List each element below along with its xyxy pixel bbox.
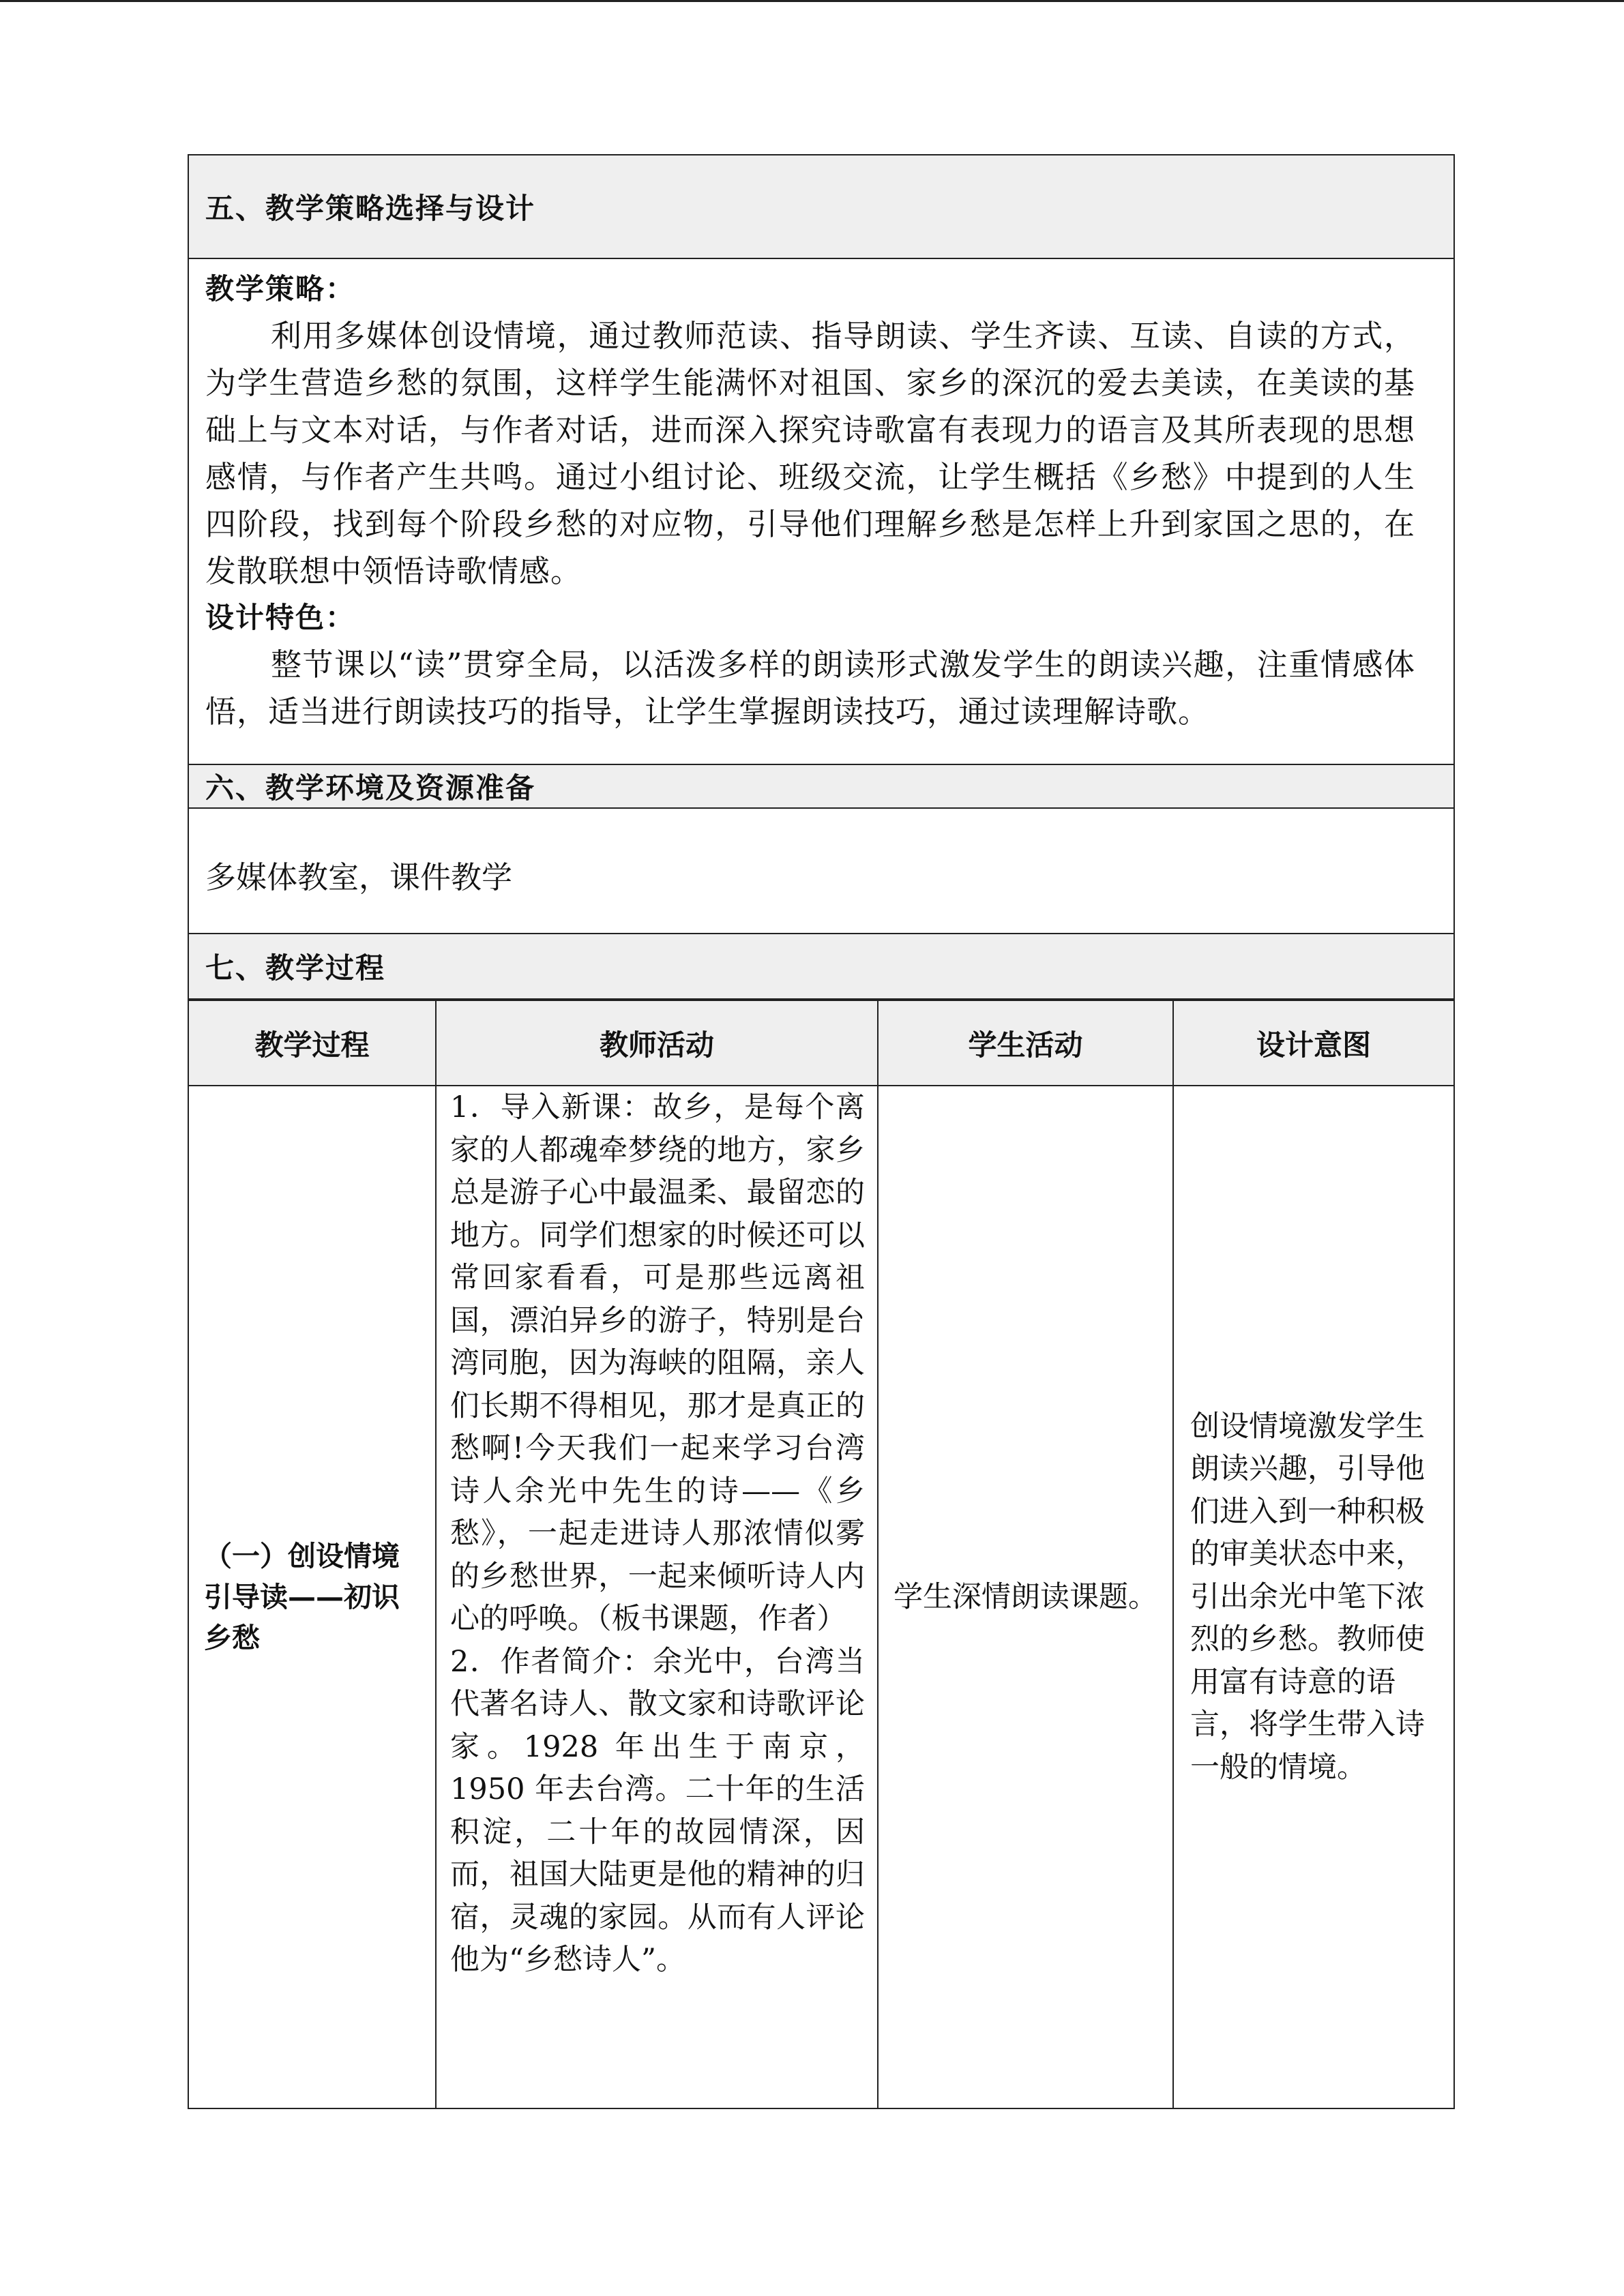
feature-text: 整节课以“读”贯穿全局，以活泼多样的朗读形式激发学生的朗读兴趣，注重情感体悟，适当进行朗读技巧的指导，让学生掌握朗读技巧，通过读理解诗歌。	[205, 646, 1415, 730]
table-row	[189, 1086, 1453, 2108]
column-header: 教学过程	[189, 1000, 436, 1086]
teacher-activity-intro: 1．导入新课：故乡，是每个离家的人都魂牵梦绕的地方，家乡总是游子心中最温柔、最留恋的地方。同学们想家的时候还可以常回家看看，可是那些远离祖国，漂泊异乡的游子，特别是台湾同胞，因为海峡的阻隔，亲人们长期不得相见，那才是真正的愁啊!今天我们一起来学习台湾诗人余光中先生的诗——《乡愁》，一起走进诗人那浓情似雾的乡愁世界，一起来倾听诗人内心的呼唤。（板书课题，作者）	[450, 1090, 865, 1636]
teacher-activity-cell	[436, 1086, 878, 2108]
teacher-activity-author: 2．作者简介：余光中，台湾当代著名诗人、散文家和诗歌评论家。1928 年出生于南京，1950 年去台湾。二十年的生活积淀，二十年的故园情深，因而，祖国大陆更是他的精神的归宿，灵魂的家园。从而有人评论他为“乡愁诗人”。	[450, 1644, 865, 1977]
page-top-rule	[0, 0, 1624, 2]
strategy-label: 教学策略：	[205, 272, 356, 305]
section5-heading: 五、教学策略选择与设计	[189, 155, 1453, 259]
section6-body	[189, 809, 1453, 934]
column-header: 学生活动	[878, 1000, 1173, 1086]
section6-heading: 六、教学环境及资源准备	[189, 765, 1453, 809]
resource-text: 多媒体教室，课件教学	[205, 859, 513, 895]
table-header-row	[189, 1000, 1453, 1086]
section7-heading: 七、教学过程	[189, 934, 1453, 1000]
stage-cell: （一）创设情境引导读——初识乡愁	[189, 1086, 436, 2108]
feature-label: 设计特色：	[205, 601, 356, 634]
student-activity-cell: 学生深情朗读课题。	[878, 1086, 1173, 2108]
teaching-process-table	[189, 1000, 1453, 2108]
design-intent-cell: 创设情境激发学生朗读兴趣，引导他们进入到一种积极的审美状态中来，引出余光中笔下浓烈的乡愁。教师使用富有诗意的语言，将学生带入诗一般的情境。	[1173, 1086, 1453, 2108]
column-header: 教师活动	[436, 1000, 878, 1086]
lesson-plan-sheet	[188, 154, 1455, 2109]
section5-body	[189, 259, 1453, 765]
strategy-text: 利用多媒体创设情境，通过教师范读、指导朗读、学生齐读、互读、自读的方式，为学生营造乡愁的氛围，这样学生能满怀对祖国、家乡的深沉的爱去美读，在美读的基础上与文本对话，与作者对话，进而深入探究诗歌富有表现力的语言及其所表现的思想感情，与作者产生共鸣。通过小组讨论、班级交流，让学生概括《乡愁》中提到的人生四阶段，找到每个阶段乡愁的对应物，引导他们理解乡愁是怎样上升到家国之思的，在发散联想中领悟诗歌情感。	[205, 318, 1415, 589]
column-header: 设计意图	[1173, 1000, 1453, 1086]
